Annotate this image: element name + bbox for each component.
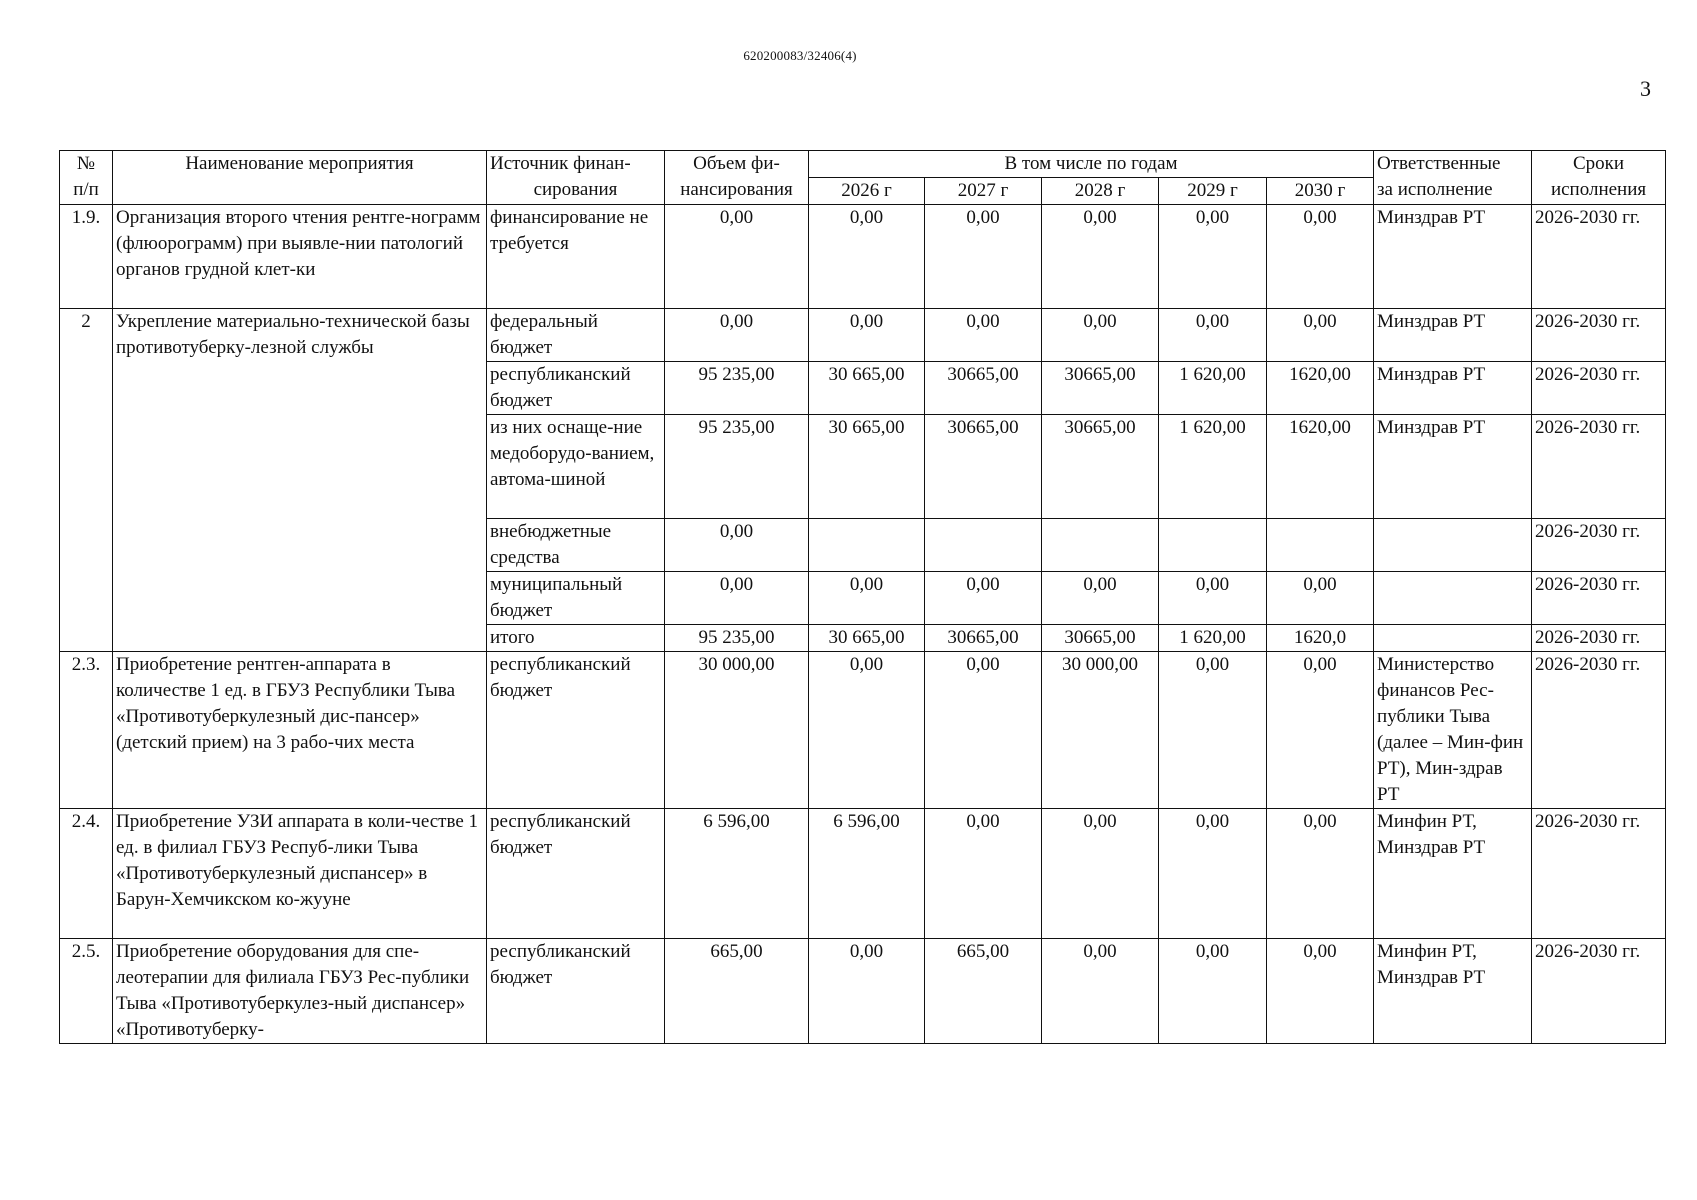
funding-volume: 30 000,00 — [665, 652, 809, 809]
document-id: 620200083/32406(4) — [743, 48, 857, 63]
header-terms: Сроки исполнения — [1532, 151, 1666, 205]
header-year-2026: 2026 г — [809, 178, 925, 205]
row-number: 2.5. — [60, 939, 113, 1044]
funding-source: муниципальный бюджет — [487, 572, 665, 625]
value-2027: 0,00 — [925, 652, 1042, 809]
value-2030: 1620,00 — [1267, 362, 1374, 415]
terms: 2026-2030 гг. — [1532, 939, 1666, 1044]
funding-source: республиканский бюджет — [487, 652, 665, 809]
responsible: Минфин РТ, Минздрав РТ — [1374, 809, 1532, 939]
value-2029: 0,00 — [1159, 309, 1267, 362]
header-row-1 — [60, 151, 1666, 178]
value-2028: 0,00 — [1042, 572, 1159, 625]
funding-source: итого — [487, 625, 665, 652]
header-year-2030: 2030 г — [1267, 178, 1374, 205]
responsible — [1374, 625, 1532, 652]
measures-table — [59, 150, 1666, 1044]
value-2029: 0,00 — [1159, 205, 1267, 309]
terms: 2026-2030 гг. — [1532, 572, 1666, 625]
responsible — [1374, 519, 1532, 572]
measure-name: Приобретение оборудования для спе-леотерапии для филиала ГБУЗ Рес-публики Тыва «Противотуберкулез-ный диспансер» «Противотуберку- — [113, 939, 487, 1044]
value-2030: 0,00 — [1267, 205, 1374, 309]
funding-source: республиканский бюджет — [487, 939, 665, 1044]
funding-volume: 95 235,00 — [665, 625, 809, 652]
header-year-2028: 2028 г — [1042, 178, 1159, 205]
value-2030: 0,00 — [1267, 652, 1374, 809]
value-2028: 30665,00 — [1042, 625, 1159, 652]
value-2026: 0,00 — [809, 309, 925, 362]
value-2029: 1 620,00 — [1159, 625, 1267, 652]
funding-volume: 665,00 — [665, 939, 809, 1044]
responsible: Министерство финансов Рес-публики Тыва (далее – Мин-фин РТ), Мин-здрав РТ — [1374, 652, 1532, 809]
value-2029: 0,00 — [1159, 939, 1267, 1044]
funding-volume: 6 596,00 — [665, 809, 809, 939]
value-2028: 0,00 — [1042, 205, 1159, 309]
terms: 2026-2030 гг. — [1532, 415, 1666, 519]
value-2029: 0,00 — [1159, 652, 1267, 809]
header-by-years: В том числе по годам — [809, 151, 1374, 178]
measure-name: Приобретение УЗИ аппарата в коли-честве 1 ед. в филиал ГБУЗ Респуб-лики Тыва «Противотуберкулезный диспансер» в Барун-Хемчикском ко-жууне — [113, 809, 487, 939]
table-row — [60, 652, 1666, 809]
table-row — [60, 309, 1666, 362]
value-2028: 0,00 — [1042, 939, 1159, 1044]
value-2030: 0,00 — [1267, 572, 1374, 625]
value-2026: 0,00 — [809, 939, 925, 1044]
header-name: Наименование мероприятия — [113, 151, 487, 205]
value-2027: 30665,00 — [925, 415, 1042, 519]
responsible: Минздрав РТ — [1374, 205, 1532, 309]
page-number: 3 — [1640, 76, 1651, 101]
value-2026: 6 596,00 — [809, 809, 925, 939]
funding-source: федеральный бюджет — [487, 309, 665, 362]
value-2026 — [809, 519, 925, 572]
value-2026: 0,00 — [809, 652, 925, 809]
terms: 2026-2030 гг. — [1532, 809, 1666, 939]
value-2027: 0,00 — [925, 572, 1042, 625]
value-2026: 30 665,00 — [809, 362, 925, 415]
funding-volume: 0,00 — [665, 519, 809, 572]
header-no: № п/п — [60, 151, 113, 205]
value-2027: 30665,00 — [925, 362, 1042, 415]
value-2027: 30665,00 — [925, 625, 1042, 652]
responsible: Минфин РТ, Минздрав РТ — [1374, 939, 1532, 1044]
value-2030: 0,00 — [1267, 809, 1374, 939]
responsible: Минздрав РТ — [1374, 415, 1532, 519]
value-2028: 30665,00 — [1042, 415, 1159, 519]
value-2028: 0,00 — [1042, 809, 1159, 939]
value-2029: 0,00 — [1159, 809, 1267, 939]
funding-volume: 0,00 — [665, 572, 809, 625]
funding-source: внебюджетные средства — [487, 519, 665, 572]
value-2026: 30 665,00 — [809, 625, 925, 652]
value-2029 — [1159, 519, 1267, 572]
value-2027: 0,00 — [925, 809, 1042, 939]
responsible — [1374, 572, 1532, 625]
value-2030: 1620,0 — [1267, 625, 1374, 652]
responsible: Минздрав РТ — [1374, 309, 1532, 362]
value-2026: 0,00 — [809, 572, 925, 625]
value-2030: 0,00 — [1267, 309, 1374, 362]
funding-volume: 0,00 — [665, 205, 809, 309]
row-number: 1.9. — [60, 205, 113, 309]
table-row — [60, 939, 1666, 1044]
value-2027: 665,00 — [925, 939, 1042, 1044]
value-2028 — [1042, 519, 1159, 572]
value-2026: 0,00 — [809, 205, 925, 309]
value-2030: 0,00 — [1267, 939, 1374, 1044]
funding-volume: 0,00 — [665, 309, 809, 362]
header-volume: Объем фи- нансирования — [665, 151, 809, 205]
value-2027: 0,00 — [925, 205, 1042, 309]
value-2029: 0,00 — [1159, 572, 1267, 625]
table-row — [60, 809, 1666, 939]
measure-name: Приобретение рентген-аппарата в количестве 1 ед. в ГБУЗ Республики Тыва «Противотуберкулезный дис-пансер» (детский прием) на 3 рабо-чих места — [113, 652, 487, 809]
measure-name: Укрепление материально-технической базы противотуберку-лезной службы — [113, 309, 487, 652]
funding-volume: 95 235,00 — [665, 415, 809, 519]
terms: 2026-2030 гг. — [1532, 205, 1666, 309]
measure-name: Организация второго чтения рентге-нограмм (флюорограмм) при выявле-нии патологий органов грудной клет-ки — [113, 205, 487, 309]
value-2028: 30 000,00 — [1042, 652, 1159, 809]
funding-source: республиканский бюджет — [487, 362, 665, 415]
value-2030: 1620,00 — [1267, 415, 1374, 519]
terms: 2026-2030 гг. — [1532, 652, 1666, 809]
funding-source: финансирование не требуется — [487, 205, 665, 309]
value-2029: 1 620,00 — [1159, 362, 1267, 415]
value-2029: 1 620,00 — [1159, 415, 1267, 519]
funding-source: республиканский бюджет — [487, 809, 665, 939]
terms: 2026-2030 гг. — [1532, 625, 1666, 652]
row-number: 2.3. — [60, 652, 113, 809]
value-2030 — [1267, 519, 1374, 572]
responsible: Минздрав РТ — [1374, 362, 1532, 415]
funding-source: из них оснаще-ние медоборудо-ванием, автома-шиной — [487, 415, 665, 519]
value-2026: 30 665,00 — [809, 415, 925, 519]
terms: 2026-2030 гг. — [1532, 362, 1666, 415]
value-2028: 0,00 — [1042, 309, 1159, 362]
header-year-2027: 2027 г — [925, 178, 1042, 205]
row-number: 2 — [60, 309, 113, 652]
value-2028: 30665,00 — [1042, 362, 1159, 415]
value-2027: 0,00 — [925, 309, 1042, 362]
terms: 2026-2030 гг. — [1532, 309, 1666, 362]
header-responsible: Ответственные за исполнение — [1374, 151, 1532, 205]
value-2027 — [925, 519, 1042, 572]
terms: 2026-2030 гг. — [1532, 519, 1666, 572]
funding-volume: 95 235,00 — [665, 362, 809, 415]
header-source: Источник финан- сирования — [487, 151, 665, 205]
header-year-2029: 2029 г — [1159, 178, 1267, 205]
table-row — [60, 205, 1666, 309]
row-number: 2.4. — [60, 809, 113, 939]
